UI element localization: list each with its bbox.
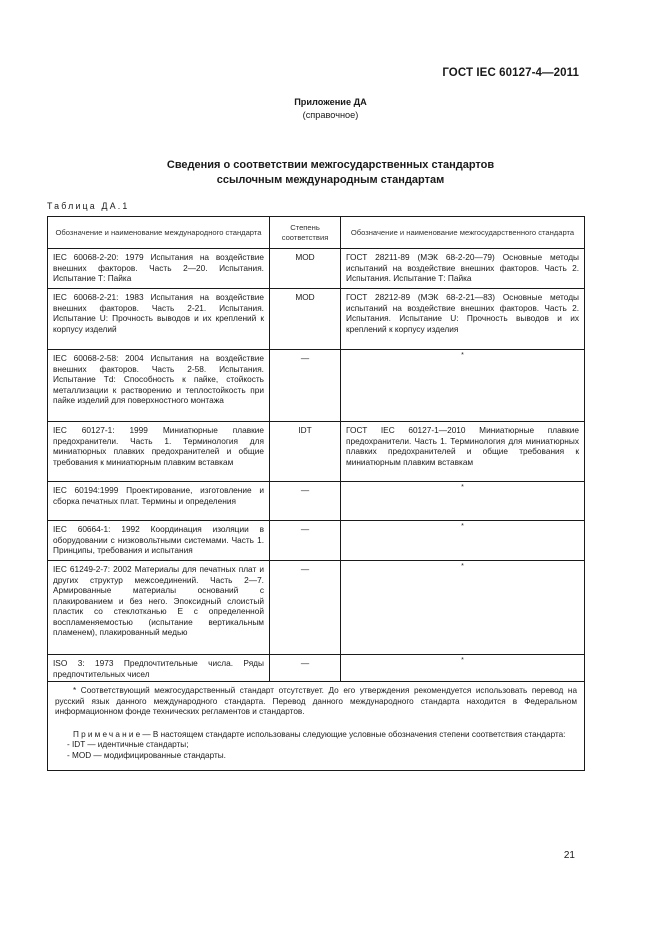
table-row (48, 422, 585, 482)
interstate-standard-cell: * (341, 561, 585, 655)
table-row (48, 561, 585, 655)
international-standard-cell: IEC 60664-1: 1992 Координация изоляции в оборудовании с низковольтными системами. Часть 1. Принципы, требования и испытания (48, 521, 270, 561)
table-notes-row (48, 682, 585, 771)
note-label: Примечание (73, 729, 143, 739)
table-row (48, 521, 585, 561)
table-label: Таблица ДА.1 (47, 201, 130, 211)
annex-title: Приложение ДА (294, 97, 367, 107)
annex-heading (0, 96, 661, 122)
interstate-standard-cell: ГОСТ IEC 60127-1—2010 Миниатюрные плавкие предохранители. Часть 1. Терминология для миниатюрных плавких предохранителей и общие требования к миниатюрным плавким вставкам (341, 422, 585, 482)
international-standard-cell: IEC 60068-2-58: 2004 Испытания на воздействие внешних факторов. Часть 2-58. Испытания. Испытание Td: Способность к пайке, стойкость металлизации к растворению и теплостойкость при пайке изделий для поверхностного монтажа (48, 350, 270, 422)
interstate-standard-cell: * (341, 655, 585, 682)
international-standard-cell: IEC 60194:1999 Проектирование, изготовление и сборка печатных плат. Термины и определения (48, 482, 270, 521)
degree-cell: — (270, 561, 341, 655)
international-standard-cell: IEC 60127-1: 1999 Миниатюрные плавкие предохранители. Часть 1. Терминология для миниатюрных плавких предохранителей и общие требования к миниатюрным плавким вставкам (48, 422, 270, 482)
heading-line-1: Сведения о соответствии межгосударственных стандартов (166, 159, 495, 171)
degree-cell: MOD (270, 289, 341, 350)
degree-cell: — (270, 482, 341, 521)
standard-code: ГОСТ IEC 60127-4—2011 (442, 67, 579, 79)
note-text: — В настоящем стандарте использованы следующие условные обозначения степени соответствия стандарта: (142, 729, 566, 739)
note-item-mod: - MOD — модифицированные стандарты. (67, 750, 226, 760)
interstate-standard-cell: * (341, 482, 585, 521)
page-number: 21 (563, 850, 575, 861)
degree-cell: — (270, 655, 341, 682)
international-standard-cell: IEC 60068-2-20: 1979 Испытания на воздействие внешних факторов. Часть 2—20. Испытания. Испытание Т: Пайка (48, 249, 270, 289)
correspondence-table (47, 216, 585, 771)
degree-cell: — (270, 350, 341, 422)
degree-cell: — (270, 521, 341, 561)
interstate-standard-cell: * (341, 521, 585, 561)
interstate-standard-cell: ГОСТ 28212-89 (МЭК 68-2-21—83) Основные методы испытаний на воздействие внешних факторов. Часть 2. Испытания. Испытание U: Прочность выводов и их креплений к корпусу изделия (341, 289, 585, 350)
interstate-standard-cell: * (341, 350, 585, 422)
annex-subtitle: (справочное) (302, 110, 359, 120)
degree-cell: MOD (270, 249, 341, 289)
table-row (48, 482, 585, 521)
table-row (48, 289, 585, 350)
international-standard-cell: ISO 3: 1973 Предпочтительные числа. Ряды предпочтительных чисел (48, 655, 270, 682)
document-heading (0, 158, 661, 187)
interstate-standard-cell: ГОСТ 28211-89 (МЭК 68-2-20—79) Основные методы испытаний на воздействие внешних факторов. Часть 2. Испытания. Испытание Т: Пайка (341, 249, 585, 289)
degree-cell: IDT (270, 422, 341, 482)
international-standard-cell: IEC 61249-2-7: 2002 Материалы для печатных плат и других структур межсоединений. Часть 2—7. Армированные материалы оснований с плакированием и без него. Эпоксидный слоистый пластик со стеклотканью Е с определенной воспламеняемостью (испытание вертикальным пламенем), плакированный медью (48, 561, 270, 655)
note-item-idt: - IDT — идентичные стандарты; (67, 740, 189, 750)
column-header-degree: Степень соответствия (270, 217, 341, 249)
column-header-interstate: Обозначение и наименование межгосударственного стандарта (341, 217, 585, 249)
table-notes-cell (48, 682, 585, 771)
column-header-international: Обозначение и наименование международного стандарта (48, 217, 270, 249)
heading-line-2: ссылочным международным стандартам (216, 173, 445, 186)
international-standard-cell: IEC 60068-2-21: 1983 Испытания на воздействие внешних факторов. Часть 2-21. Испытания. Испытание U: Прочность выводов и их креплений к корпусу изделий (48, 289, 270, 350)
note (55, 730, 577, 741)
table-header-row (48, 217, 585, 249)
table-row (48, 249, 585, 289)
table-row (48, 350, 585, 422)
footnote: * Соответствующий межгосударственный стандарт отсутствует. До его утверждения рекомендуется использовать перевод на русский язык данного международного стандарта. Перевод данного международного стандарта находится в Федеральном информационном фонде технических регламентов и стандартов. (55, 686, 577, 717)
table-row (48, 655, 585, 682)
